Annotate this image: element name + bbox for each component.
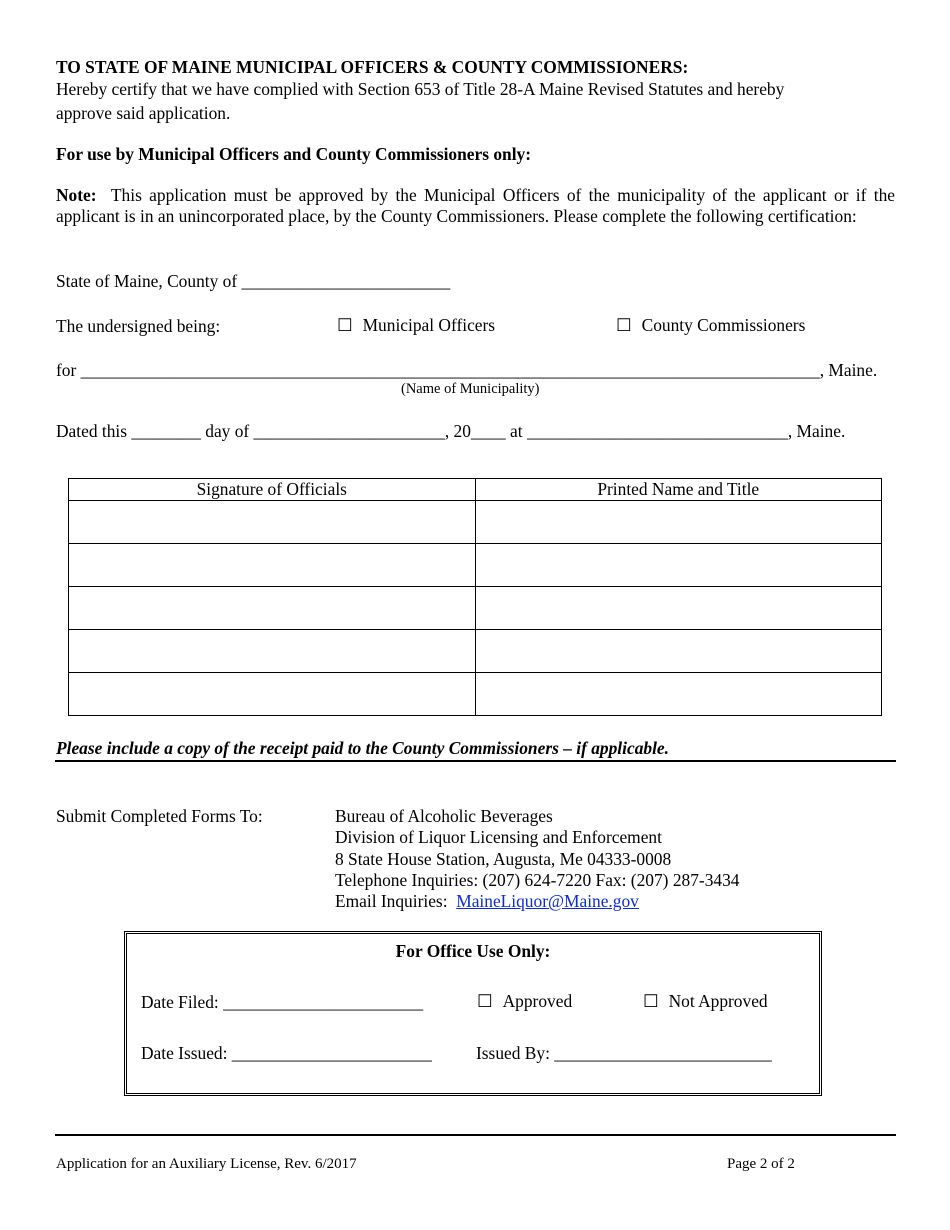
certify-line-2: approve said application. xyxy=(56,103,231,123)
certify-line-1: Hereby certify that we have complied with Section 653 of Title 28-A Maine Revised Statutes and hereby xyxy=(56,79,785,99)
checkbox-icon[interactable]: ☐ xyxy=(337,315,353,335)
address-line: 8 State House Station, Augusta, Me 04333-0008 xyxy=(335,848,672,869)
signature-cell[interactable] xyxy=(69,544,476,587)
issued-by-field[interactable]: Issued By: _________________________ xyxy=(476,1043,772,1063)
use-notice: For use by Municipal Officers and County Commissioners only: xyxy=(56,144,532,164)
municipality-field[interactable]: for _____________________________________________________________________________________, Maine. xyxy=(56,360,878,380)
note-label: Note: xyxy=(56,185,97,205)
checkbox-icon[interactable]: ☐ xyxy=(616,315,632,335)
date-issued-field[interactable]: Date Issued: _______________________ xyxy=(141,1043,432,1063)
signature-cell[interactable] xyxy=(69,587,476,630)
printed-name-cell[interactable] xyxy=(475,544,882,587)
table-header-row xyxy=(69,479,882,501)
approved-label: Approved xyxy=(502,991,573,1011)
municipal-officers-option[interactable] xyxy=(337,315,495,337)
county-field[interactable]: State of Maine, County of ________________________ xyxy=(56,271,451,291)
email-label: Email Inquiries: xyxy=(335,891,448,912)
printed-name-cell[interactable] xyxy=(475,587,882,630)
checkbox-icon[interactable]: ☐ xyxy=(477,991,493,1011)
signature-cell[interactable] xyxy=(69,501,476,544)
submit-address xyxy=(335,806,739,912)
county-commissioners-option[interactable] xyxy=(616,315,805,337)
date-filed-field[interactable]: Date Filed: _______________________ xyxy=(141,992,424,1012)
county-commissioners-label: County Commissioners xyxy=(641,315,806,335)
address-line: Division of Liquor Licensing and Enforcement xyxy=(335,827,662,848)
email-line xyxy=(335,891,739,912)
printed-name-cell[interactable] xyxy=(475,501,882,544)
signature-cell[interactable] xyxy=(69,673,476,716)
office-use-title: For Office Use Only: xyxy=(395,941,551,961)
note-paragraph xyxy=(56,185,895,227)
municipal-officers-label: Municipal Officers xyxy=(362,315,496,335)
section-divider xyxy=(55,760,896,762)
address-line: Bureau of Alcoholic Beverages xyxy=(335,806,553,826)
table-row xyxy=(69,630,882,673)
approved-option[interactable] xyxy=(477,991,572,1013)
footer-divider xyxy=(55,1134,896,1136)
table-row xyxy=(69,673,882,716)
table-row xyxy=(69,501,882,544)
receipt-note: Please include a copy of the receipt paid to the County Commissioners – if applicable. xyxy=(56,738,669,758)
address-line: Telephone Inquiries: (207) 624-7220 Fax: (207) 287-3434 xyxy=(335,869,740,890)
page-number: Page 2 of 2 xyxy=(727,1156,795,1172)
form-heading: TO STATE OF MAINE MUNICIPAL OFFICERS & COUNTY COMMISSIONERS: xyxy=(56,57,689,77)
submit-label: Submit Completed Forms To: xyxy=(56,806,263,826)
municipality-caption: (Name of Municipality) xyxy=(401,381,540,397)
table-row xyxy=(69,544,882,587)
signature-column-header: Signature of Officials xyxy=(69,479,476,501)
not-approved-option[interactable] xyxy=(643,991,768,1013)
printed-name-column-header: Printed Name and Title xyxy=(475,479,882,501)
checkbox-icon[interactable]: ☐ xyxy=(643,991,659,1011)
printed-name-cell[interactable] xyxy=(475,630,882,673)
signature-cell[interactable] xyxy=(69,630,476,673)
dated-field[interactable]: Dated this ________ day of ______________________, 20____ at ______________________________, Maine. xyxy=(56,421,846,441)
printed-name-cell[interactable] xyxy=(475,673,882,716)
undersigned-label: The undersigned being: xyxy=(56,316,221,336)
officials-table xyxy=(68,478,882,716)
email-link[interactable]: MaineLiquor@Maine.gov xyxy=(456,891,639,912)
note-text: This application must be approved by the Municipal Officers of the municipality of the applicant or if the applicant is in an unincorporated place, by the County Commissioners. Please complete the following certification: xyxy=(56,185,895,226)
not-approved-label: Not Approved xyxy=(668,991,768,1011)
table-row xyxy=(69,587,882,630)
footer-form-info: Application for an Auxiliary License, Rev. 6/2017 xyxy=(56,1156,357,1172)
